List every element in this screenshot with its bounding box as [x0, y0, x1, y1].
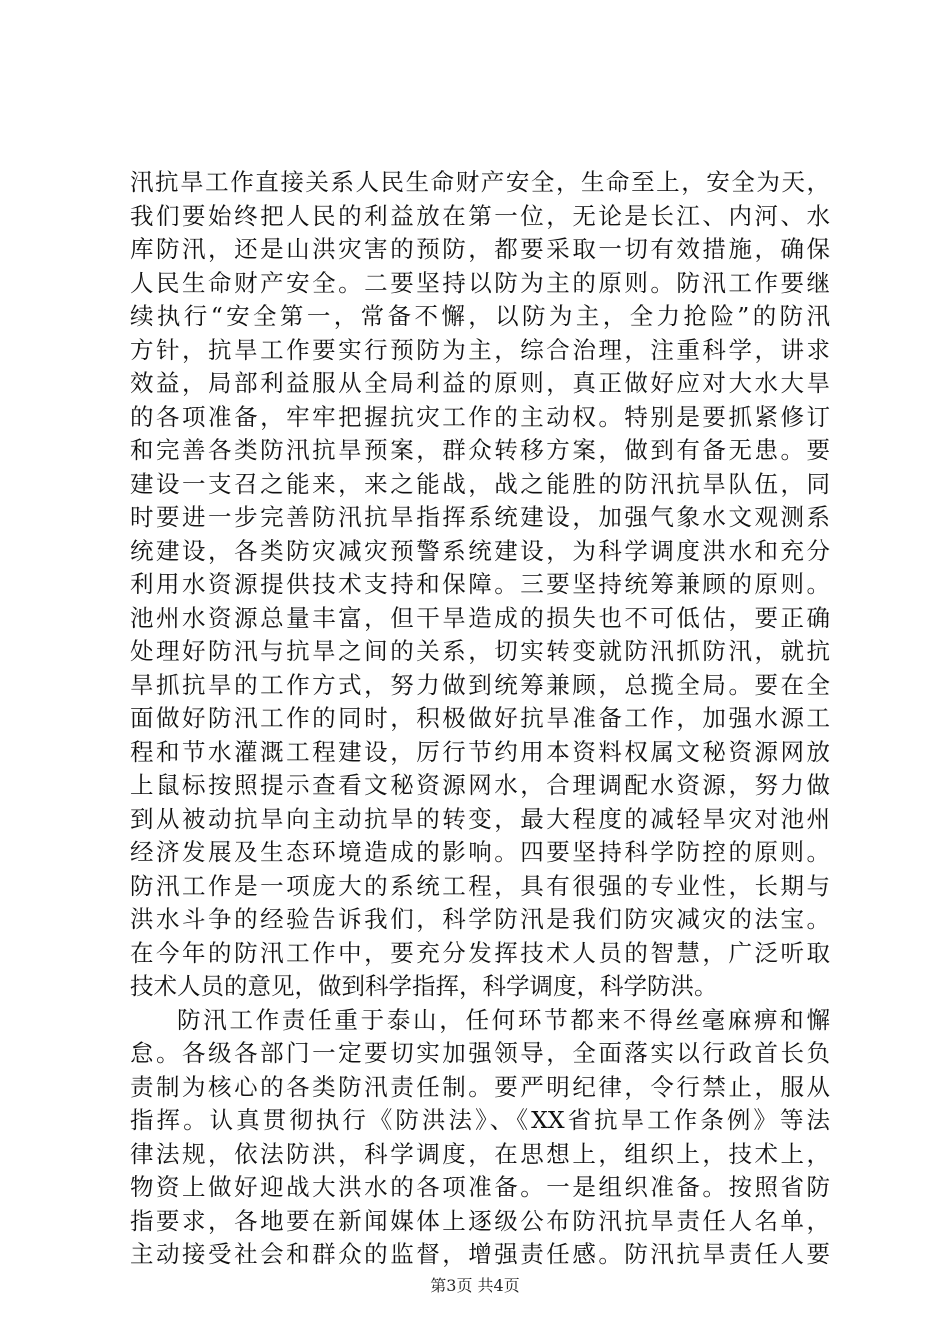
text-line: 技术人员的意见，做到科学指挥，科学调度，科学防洪。	[130, 972, 718, 1000]
text-line: 续执行“安全第一，常备不懈，以防为主，全力抢险”的防汛	[130, 302, 830, 330]
text-line: 主动接受社会和群众的监督，增强责任感。防汛抗旱责任人要	[130, 1240, 830, 1268]
text-line: 旱抓抗旱的工作方式，努力做到统筹兼顾，总揽全局。要在全	[130, 670, 830, 699]
text-line: 池州水资源总量丰富，但干旱造成的损失也不可低估，要正确	[130, 603, 830, 632]
text-line: 我们要始终把人民的利益放在第一位，无论是长江、内河、水	[130, 201, 830, 230]
text-line: 利用水资源提供技术支持和保障。三要坚持统筹兼顾的原则。	[130, 570, 830, 598]
text-line: 方针，抗旱工作要实行预防为主，综合治理，注重科学，讲求	[130, 335, 830, 364]
text-line: 效益，局部利益服从全局利益的原则，真正做好应对大水大旱	[130, 369, 830, 397]
text-line: 面做好防汛工作的同时，积极做好抗旱准备工作，加强水源工	[130, 704, 830, 732]
text-line: 指挥。认真贯彻执行《防洪法》、《XX省抗旱工作条例》等法	[130, 1106, 830, 1134]
text-line: 洪水斗争的经验告诉我们，科学防汛是我们防灾减灾的法宝。	[130, 905, 830, 933]
text-line: 库防汛，还是山洪灾害的预防，都要采取一切有效措施，确保	[130, 235, 830, 263]
text-line: 经济发展及生态环境造成的影响。四要坚持科学防控的原则。	[130, 838, 830, 866]
text-line: 上鼠标按照提示查看文秘资源网水，合理调配水资源，努力做	[130, 771, 830, 799]
text-line: 建设一支召之能来，来之能战，战之能胜的防汛抗旱队伍，同	[130, 469, 830, 498]
page-footer	[0, 1276, 950, 1296]
page-number: 第3页 共4页	[430, 1276, 520, 1295]
text-line: 汛抗旱工作直接关系人民生命财产安全，生命至上，安全为天，	[130, 168, 830, 196]
text-line: 在今年的防汛工作中，要充分发挥技术人员的智慧，广泛听取	[130, 938, 830, 967]
text-line: 处理好防汛与抗旱之间的关系，切实转变就防汛抓防汛，就抗	[130, 637, 830, 665]
text-line: 律法规，依法防洪，科学调度，在思想上，组织上，技术上，	[130, 1139, 830, 1168]
text-line: 的各项准备，牢牢把握抗灾工作的主动权。特别是要抓紧修订	[130, 402, 830, 431]
text-line: 程和节水灌溉工程建设，厉行节约用本资料权属文秘资源网放	[130, 737, 830, 766]
text-line: 防汛工作是一项庞大的系统工程，具有很强的专业性，长期与	[130, 871, 830, 900]
text-line: 统建设，各类防灾减灾预警系统建设，为科学调度洪水和充分	[130, 536, 830, 565]
text-line: 时要进一步完善防汛抗旱指挥系统建设，加强气象水文观测系	[130, 503, 830, 531]
text-line: 怠。各级各部门一定要切实加强领导，全面落实以行政首长负	[130, 1039, 830, 1067]
text-line: 责制为核心的各类防汛责任制。要严明纪律，令行禁止，服从	[130, 1072, 830, 1101]
text-line: 人民生命财产安全。二要坚持以防为主的原则。防汛工作要继	[130, 268, 830, 297]
text-line: 指要求，各地要在新闻媒体上逐级公布防汛抗旱责任人名单，	[130, 1206, 830, 1235]
paragraph-first-line: 防汛工作责任重于泰山，任何环节都来不得丝毫麻痹和懈	[177, 1005, 830, 1034]
text-line: 物资上做好迎战大洪水的各项准备。一是组织准备。按照省防	[130, 1173, 830, 1201]
text-line: 到从被动抗旱向主动抗旱的转变，最大程度的减轻旱灾对池州	[130, 804, 830, 833]
body-text	[130, 166, 830, 1272]
text-line: 和完善各类防汛抗旱预案，群众转移方案，做到有备无患。要	[130, 436, 830, 464]
